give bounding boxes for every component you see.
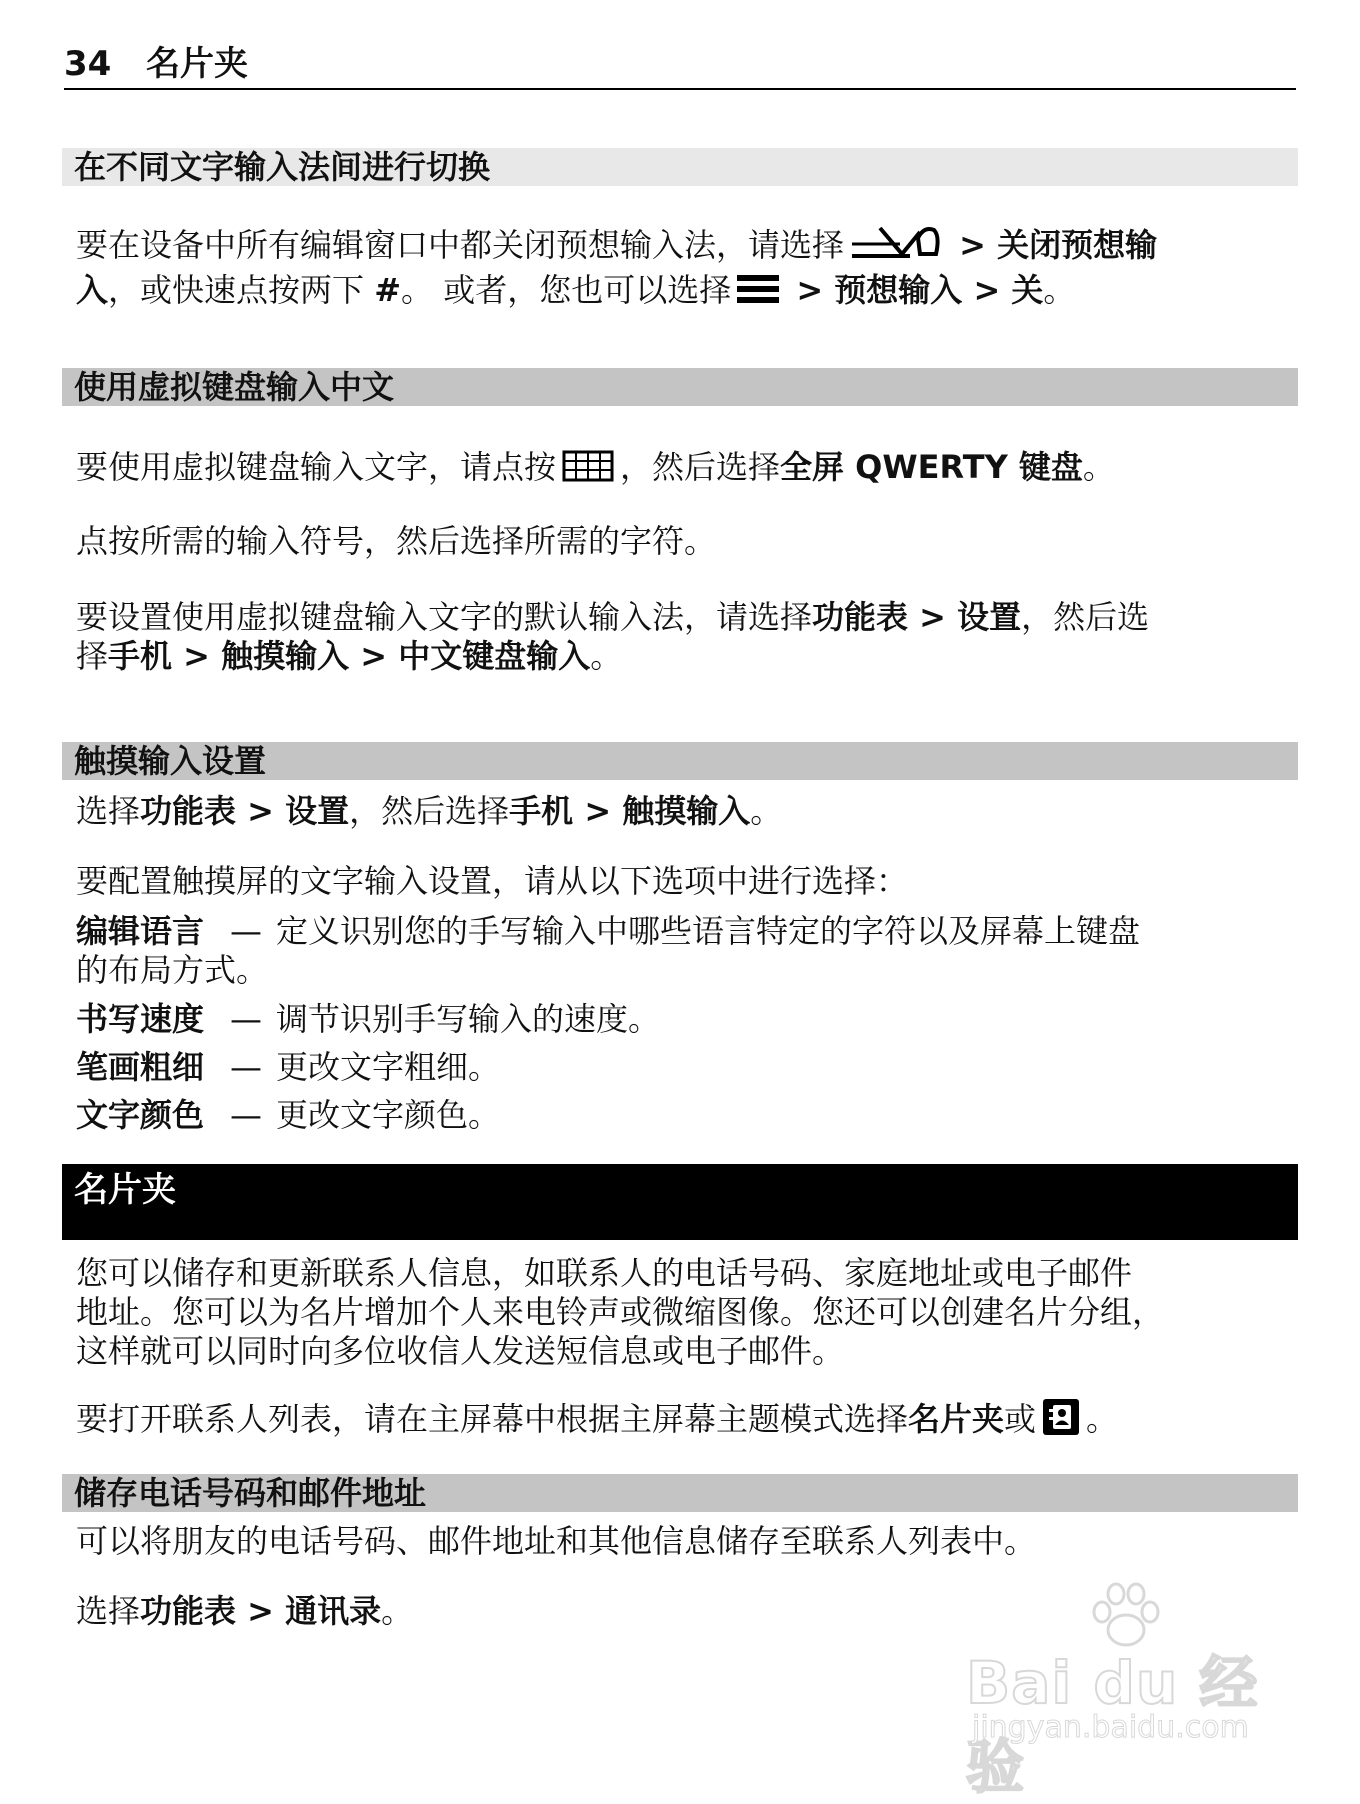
- text: 。: [750, 792, 783, 830]
- option-desc: 更改文字粗细。: [276, 1048, 501, 1086]
- text: 手机: [509, 792, 574, 830]
- text: >: [172, 637, 222, 675]
- option-dash: —: [230, 1000, 263, 1038]
- option-desc: 调节识别手写输入的速度。: [276, 1000, 661, 1038]
- text: 预想输入: [834, 271, 963, 309]
- chapter-heading-contacts: 名片夹: [62, 1164, 1298, 1240]
- page-header: [64, 44, 1296, 90]
- option-item: [76, 1000, 1296, 1039]
- text: >: [349, 637, 399, 675]
- text: 。: [590, 637, 623, 675]
- text: 设置: [285, 792, 350, 830]
- contacts-paragraph-2: [76, 1398, 1296, 1445]
- text: >: [236, 1592, 286, 1630]
- section-heading-save-number: 储存电话号码和邮件地址: [62, 1474, 1298, 1512]
- text: 名片夹: [908, 1400, 1005, 1438]
- section-heading-virtual-keyboard: 使用虚拟键盘输入中文: [62, 368, 1298, 406]
- text: 触摸输入: [221, 637, 350, 675]
- text: ，然后选: [1021, 598, 1150, 636]
- text: 功能表: [812, 598, 909, 636]
- contacts-paragraph-1: [76, 1254, 1296, 1371]
- option-desc: 的布局方式。: [76, 951, 269, 989]
- text: >: [573, 792, 623, 830]
- option-desc: 更改文字颜色。: [276, 1096, 501, 1134]
- text: 选择: [76, 792, 141, 830]
- keyboard-icon: [562, 444, 614, 493]
- section-heading-touch-settings: 触摸输入设置: [62, 742, 1298, 780]
- text: ，然后选择: [349, 792, 510, 830]
- text: 要设置使用虚拟键盘输入文字的默认输入法，请选择: [76, 598, 813, 636]
- watermark-brand: Bai du 经验: [966, 1649, 1259, 1801]
- text: >: [785, 271, 835, 309]
- text: 要在设备中所有编辑窗口中都关闭预想输入法，请选择: [76, 226, 845, 264]
- option-term: 笔画粗细: [76, 1048, 205, 1086]
- virtual-keyboard-paragraph-2: 点按所需的输入符号，然后选择所需的字符。: [76, 522, 717, 560]
- page-number: 34: [64, 44, 112, 84]
- text: 。: [1082, 448, 1115, 486]
- text: 手机: [108, 637, 173, 675]
- baidu-watermark: [966, 1582, 1296, 1801]
- virtual-keyboard-paragraph-1: [76, 444, 1296, 493]
- text: #: [374, 271, 402, 309]
- option-term: 文字颜色: [76, 1096, 205, 1134]
- text: 。: [1086, 1400, 1119, 1438]
- option-dash: —: [230, 912, 263, 950]
- text: 入: [76, 271, 109, 309]
- page-header-title: 名片夹: [146, 44, 248, 84]
- option-dash: —: [230, 1096, 263, 1134]
- text: 触摸输入: [622, 792, 751, 830]
- text: 要使用虚拟键盘输入文字，请点按: [76, 448, 557, 486]
- text: >: [948, 226, 998, 264]
- text: 择: [76, 637, 109, 675]
- text: 功能表: [140, 1592, 237, 1630]
- text: 功能表: [140, 792, 237, 830]
- text: 通讯录: [285, 1592, 382, 1630]
- text: 关: [1011, 271, 1044, 309]
- text: 。 或者，您也可以选择: [401, 271, 732, 309]
- text: >: [236, 792, 286, 830]
- text: >: [962, 271, 1012, 309]
- text: 您可以储存和更新联系人信息，如联系人的电话号码、家庭地址或电子邮件: [76, 1254, 1133, 1292]
- text: 这样就可以同时向多位收信人发送短信息或电子邮件。: [76, 1332, 845, 1370]
- touch-settings-paragraph-1: [76, 792, 1296, 831]
- switch-input-paragraph: [76, 222, 1296, 316]
- text: 中文键盘输入: [398, 637, 591, 675]
- touch-settings-paragraph-2: 要配置触摸屏的文字输入设置，请从以下选项中进行选择：: [76, 862, 909, 900]
- text: 。: [1043, 271, 1076, 309]
- option-term: 书写速度: [76, 1000, 205, 1038]
- option-item: [76, 912, 1296, 990]
- section-heading-switch-input: 在不同文字输入法间进行切换: [62, 148, 1298, 186]
- text: ，或快速点按两下: [108, 271, 375, 309]
- virtual-keyboard-paragraph-3: [76, 598, 1296, 676]
- contacts-icon: [1042, 1398, 1080, 1445]
- option-dash: —: [230, 1048, 263, 1086]
- text: >: [908, 598, 958, 636]
- text: 或: [1004, 1400, 1037, 1438]
- text: 要打开联系人列表，请在主屏幕中根据主屏幕主题模式选择: [76, 1400, 909, 1438]
- option-item: [76, 1048, 1296, 1087]
- option-item: [76, 1096, 1296, 1135]
- watermark-url: jingyan.baidu.com: [972, 1710, 1249, 1745]
- text: ，然后选择: [620, 448, 781, 486]
- save-number-paragraph-1: 可以将朋友的电话号码、邮件地址和其他信息储存至联系人列表中。: [76, 1522, 1037, 1560]
- menu-icon: [737, 271, 779, 316]
- text: 设置: [957, 598, 1022, 636]
- option-term: 编辑语言: [76, 912, 205, 950]
- text: 。: [381, 1592, 414, 1630]
- pen-settings-icon: [850, 222, 942, 271]
- text: 选择: [76, 1592, 141, 1630]
- option-desc: 定义识别您的手写输入中哪些语言特定的字符以及屏幕上键盘: [276, 912, 1141, 950]
- text: 关闭预想输: [997, 226, 1158, 264]
- text: 地址。您可以为名片增加个人来电铃声或微缩图像。您还可以创建名片分组，: [76, 1293, 1165, 1331]
- text: 全屏 QWERTY 键盘: [780, 448, 1083, 486]
